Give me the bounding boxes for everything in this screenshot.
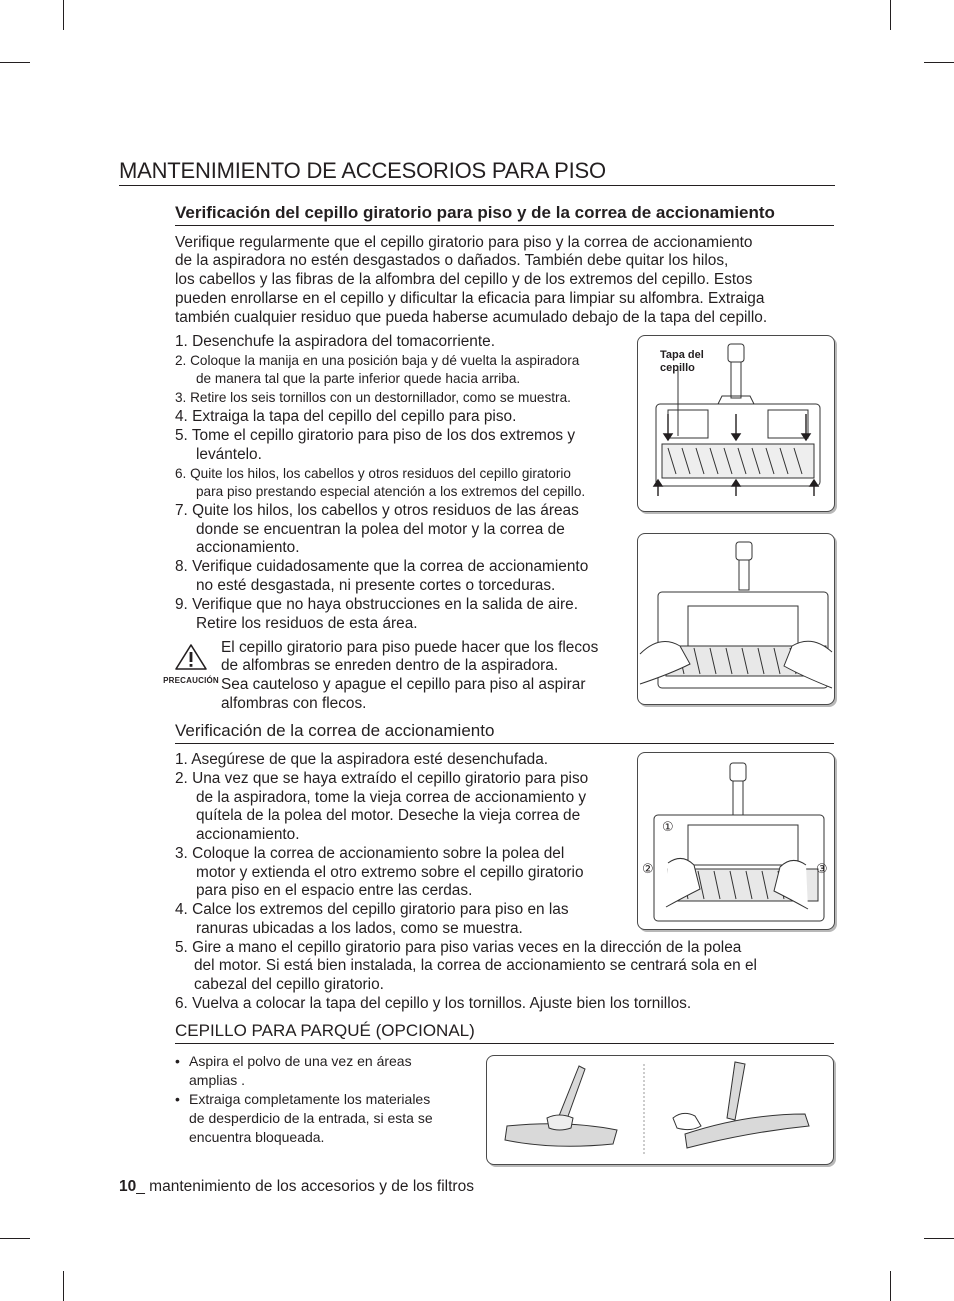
step-item: 1. Asegúrese de que la aspiradora esté desenchufada.	[175, 751, 549, 768]
step-item: 1. Desenchufe la aspiradora del tomacorriente.	[175, 333, 495, 350]
step-marker-1: ①	[662, 819, 674, 834]
step-item: 2. Coloque la manija en una posición baja y dé vuelta la aspiradora	[175, 353, 580, 368]
brush-removal-illustration	[638, 534, 834, 704]
section-heading-belt-check: Verificación de la correa de accionamiento	[175, 721, 834, 744]
intro-line: de la aspiradora no estén desgastados o dañados. También debe quitar los hilos,	[175, 252, 729, 269]
figure-brush-cover	[637, 335, 835, 512]
brush-head-illustration	[638, 336, 834, 511]
step-item: cabezal del cepillo giratorio.	[194, 976, 384, 993]
step-item: 4. Extraiga la tapa del cepillo del cepillo para piso.	[175, 408, 517, 425]
step-item: 8. Verifique cuidadosamente que la correa de accionamiento	[175, 558, 589, 575]
step-item: 2. Una vez que se haya extraído el cepillo giratorio para piso	[175, 770, 589, 787]
caution-text: Sea cauteloso y apague el cepillo para piso al aspirar	[221, 676, 586, 693]
page-title: MANTENIMIENTO DE ACCESORIOS PARA PISO	[119, 158, 835, 186]
page-number: 10	[119, 1178, 137, 1195]
crop-mark	[924, 1238, 954, 1239]
intro-line: pueden enrollarse en el cepillo y dificultar la eficacia para limpiar su alfombra. Extraiga	[175, 290, 765, 307]
step-item: no esté desgastada, ni presente cortes o torceduras.	[196, 577, 556, 594]
step-item: para piso en el espacio entre las cerdas.	[196, 882, 473, 899]
crop-mark	[0, 1238, 30, 1239]
bullet-text: encuentra bloqueada.	[189, 1129, 325, 1145]
intro-line: Verifique regularmente que el cepillo giratorio para piso y la correa de accionamiento	[175, 234, 753, 251]
step-item: 7. Quite los hilos, los cabellos y otros residuos de las áreas	[175, 502, 579, 519]
step-item: accionamiento.	[196, 826, 300, 843]
warning-triangle-icon	[174, 643, 208, 671]
bullet-icon: •	[175, 1091, 180, 1107]
caution-text: alfombras con flecos.	[221, 695, 367, 712]
crop-mark	[924, 62, 954, 63]
step-item: 4. Calce los extremos del cepillo giratorio para piso en las	[175, 901, 569, 918]
intro-line: los cabellos y las fibras de la alfombra del cepillo y de los extremos del cepillo. Estos	[175, 271, 753, 288]
step-item: quítela de la polea del motor. Deseche la vieja correa de	[196, 807, 581, 824]
intro-line: también cualquier residuo que pueda haberse acumulado debajo de la tapa del cepillo.	[175, 309, 768, 326]
step-item: del motor. Si está bien instalada, la correa de accionamiento se centrará sola en el	[194, 957, 757, 974]
figure-label: Tapa del cepillo	[660, 349, 704, 374]
step-item: levántelo.	[196, 446, 262, 463]
step-item: 5. Gire a mano el cepillo giratorio para piso varias veces en la dirección de la polea	[175, 939, 742, 956]
step-item: 5. Tome el cepillo giratorio para piso de los dos extremos y	[175, 427, 576, 444]
step-item: 6. Vuelva a colocar la tapa del cepillo y los tornillos. Ajuste bien los tornillos.	[175, 995, 692, 1012]
step-marker-3: ③	[816, 861, 828, 876]
crop-mark	[0, 62, 30, 63]
step-item: para piso prestando especial atención a los extremos del cepillo.	[196, 484, 586, 499]
section-heading-brush-check: Verificación del cepillo giratorio para piso y de la correa de accionamiento	[175, 203, 834, 226]
parquet-brush-illustration	[487, 1056, 833, 1164]
figure-brush-removal	[637, 533, 835, 705]
caution-block	[163, 643, 219, 685]
crop-mark	[63, 0, 64, 30]
figure-parquet-brush	[486, 1055, 834, 1165]
page-footer	[119, 1177, 474, 1197]
crop-mark	[890, 1271, 891, 1301]
step-item: 3. Coloque la correa de accionamiento sobre la polea del	[175, 845, 565, 862]
step-item: 6. Quite los hilos, los cabellos y otros residuos del cepillo giratorio	[175, 466, 571, 481]
caution-label: PRECAUCIÓN	[163, 676, 219, 685]
step-item: donde se encuentran la polea del motor y la correa de	[196, 521, 565, 538]
bullet-text: de desperdicio de la entrada, si esta se	[189, 1110, 433, 1126]
belt-install-illustration	[638, 753, 834, 929]
caution-text: El cepillo giratorio para piso puede hacer que los flecos	[221, 639, 599, 656]
step-item: de manera tal que la parte inferior quede hacia arriba.	[196, 371, 521, 386]
bullet-text: Extraiga completamente los materiales	[189, 1091, 431, 1107]
bullet-text: Aspira el polvo de una vez en áreas	[189, 1053, 412, 1069]
crop-mark	[63, 1271, 64, 1301]
bullet-text: amplias .	[189, 1072, 246, 1088]
step-item: motor y extienda el otro extremo sobre el cepillo giratorio	[196, 864, 584, 881]
step-item: 3. Retire los seis tornillos con un destornillador, como se muestra.	[175, 390, 571, 405]
step-item: 9. Verifique que no haya obstrucciones en la salida de aire.	[175, 596, 578, 613]
footer-text: _ mantenimiento de los accesorios y de los filtros	[136, 1178, 474, 1195]
figure-belt-install	[637, 752, 835, 930]
section-heading-parquet: CEPILLO PARA PARQUÉ (OPCIONAL)	[175, 1021, 834, 1044]
step-item: ranuras ubicadas a los lados, como se muestra.	[196, 920, 523, 937]
crop-mark	[890, 0, 891, 30]
step-marker-2: ②	[642, 861, 654, 876]
step-item: accionamiento.	[196, 539, 300, 556]
caution-text: de alfombras se enreden dentro de la aspiradora.	[221, 657, 559, 674]
step-item: Retire los residuos de esta área.	[196, 615, 418, 632]
bullet-icon: •	[175, 1053, 180, 1069]
step-item: de la aspiradora, tome la vieja correa de accionamiento y	[196, 789, 587, 806]
